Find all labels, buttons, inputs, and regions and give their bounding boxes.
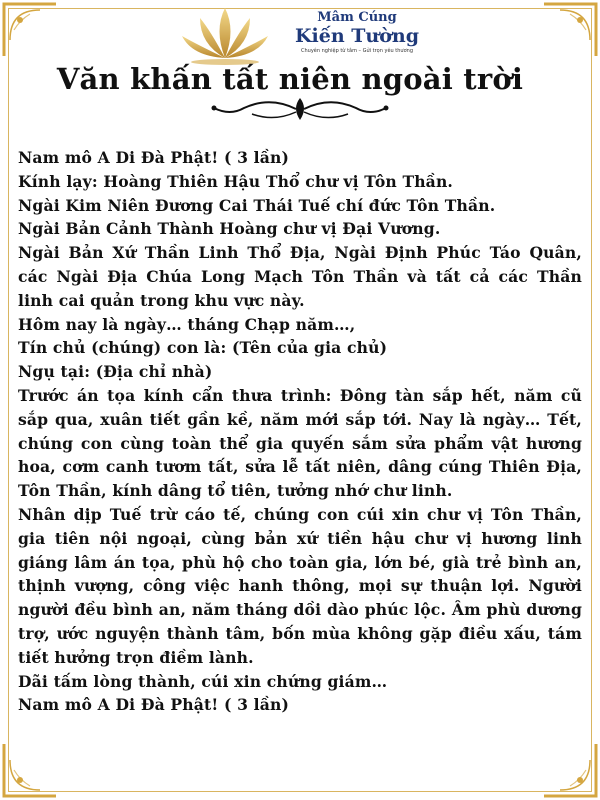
brand-name-top: Mâm Cúng [317,10,397,25]
paragraph: Ngụ tại: (Địa chỉ nhà) [18,362,213,382]
paragraph: Nam mô A Di Đà Phật! ( 3 lần) [18,148,290,167]
paragraph: Nhân dịp Tuế trừ cáo tế, chúng con cúi xin chư vị Tôn Thần, gia tiên nội ngoại, cùng bản xứ tiền hậu chư vị hương linh giáng lâm án tọa, phù hộ cho toàn gia, lớn bé, già trẻ bình an, thịnh vượng, công việc hanh thông, mọi sự thuận lợi. Người người đều bình an, năm tháng dồi dào phúc lộc. Âm phù dương trợ, ước nguyện thành tâm, bốn mùa không gặp điều xấu, tám tiết hưởng trọn điềm lành. [18,504,582,667]
brand-block [282,10,432,54]
paragraph: Nam mô A Di Đà Phật! ( 3 lần) [18,695,290,715]
paragraph: Hôm nay là ngày… tháng Chạp năm…, [18,314,356,334]
corner-ornament-icon [0,740,60,800]
corner-ornament-icon [540,740,600,800]
paragraph: Trước án tọa kính cẩn thưa trình: Đông tàn sắp hết, năm cũ sắp qua, xuân tiết gần kề, năm mới sắp tới. Nay là ngày… Tết, chúng con cùng toàn thể gia quyến sắm sửa phẩm vật hương hoa, cơm canh tươm tất, sửa lễ tất niên, dâng cúng Thiên Địa, Tôn Thần, kính dâng tổ tiên, tưởng nhớ chư linh. [18,385,582,501]
paragraph: Ngài Bản Cảnh Thành Hoàng chư vị Đại Vương. [18,219,441,239]
brand-tagline: Chuyên nghiệp từ tâm – Gửi trọn yêu thương [300,48,413,54]
page-header [0,0,600,130]
paragraph: Ngài Bản Xứ Thần Linh Thổ Địa, Ngài Định Phúc Táo Quân, các Ngài Địa Chúa Long Mạch Tôn Thần và tất cả các Thần linh cai quản trong khu vực này. [18,243,582,310]
paragraph: Kính lạy: Hoàng Thiên Hậu Thổ chư vị Tôn Thần. [18,171,454,191]
paragraph: Dãi tấm lòng thành, cúi xin chứng giám… [18,671,388,691]
brand-name: Kiến Tường [295,25,419,47]
paragraph: Tín chủ (chúng) con là: (Tên của gia chủ) [18,338,388,358]
prayer-text [18,146,582,717]
paragraph: Ngài Kim Niên Đương Cai Thái Tuế chí đức Tôn Thần. [18,195,496,215]
page-title: Văn khấn tất niên ngoài trời [56,62,524,96]
flourish-divider-icon [200,94,400,124]
lotus-logo-icon [170,0,280,66]
